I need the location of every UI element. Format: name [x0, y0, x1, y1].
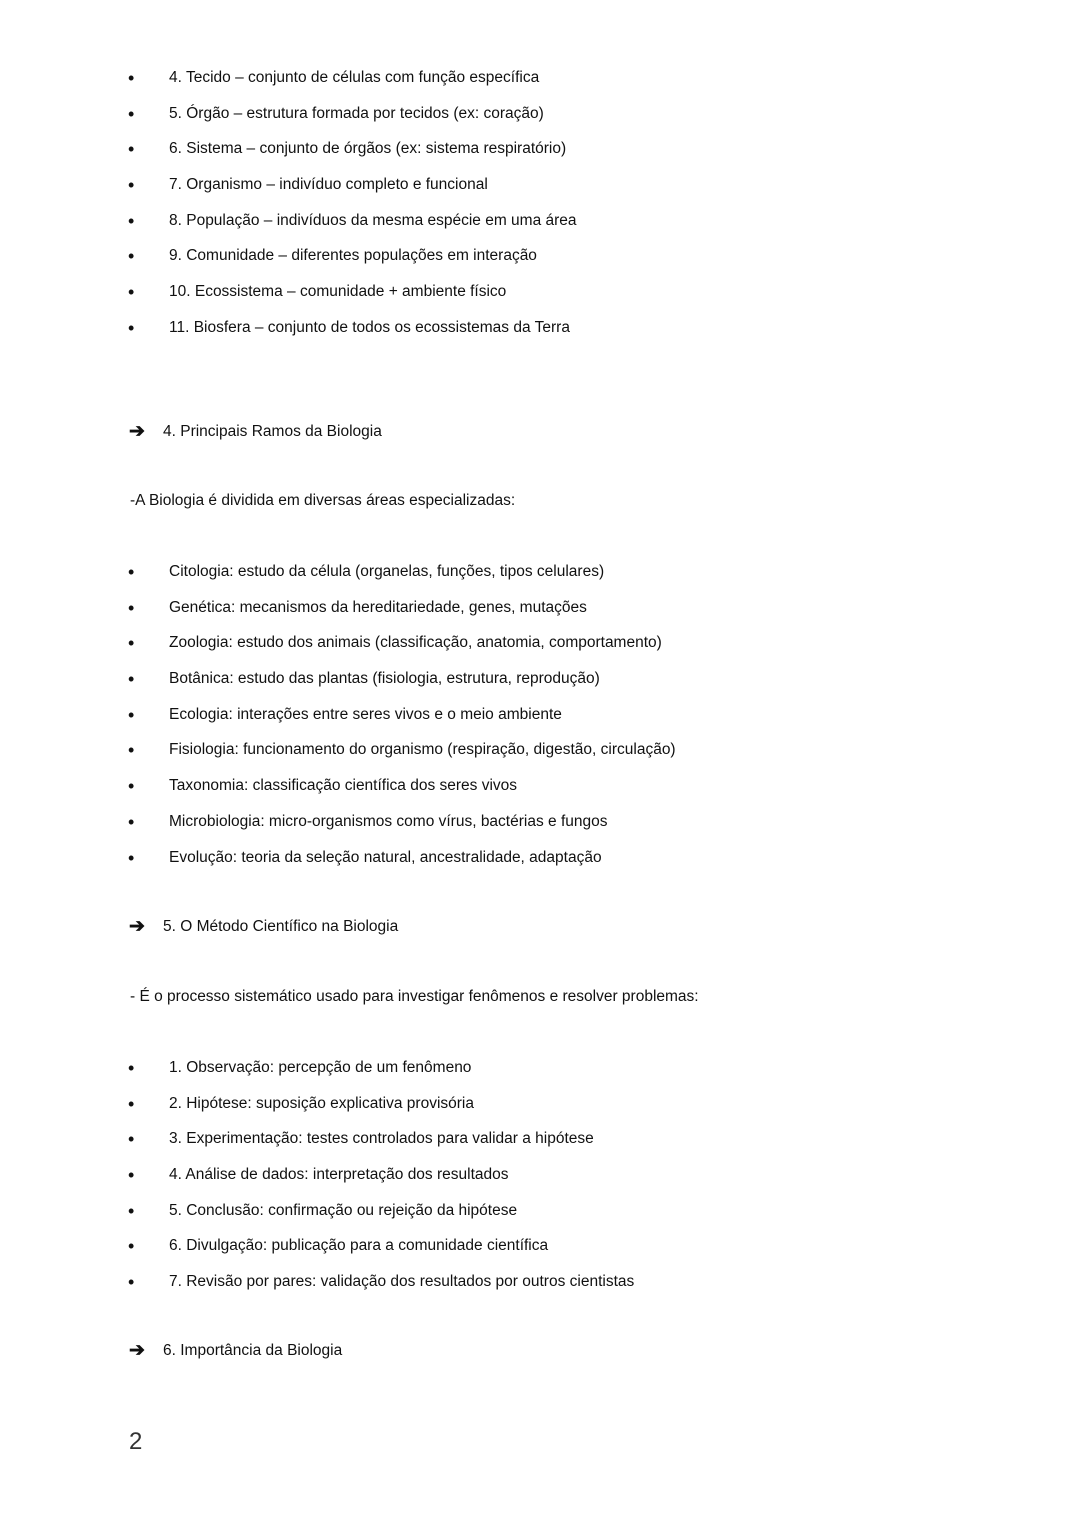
- arrow-right-icon: ➔: [129, 1340, 145, 1361]
- list-item-text: Citologia: estudo da célula (organelas, funções, tipos celulares): [169, 563, 605, 580]
- branches-list: [0, 554, 1080, 875]
- list-item-text: 11. Biosfera – conjunto de todos os ecossistemas da Terra: [169, 318, 570, 336]
- list-item: [0, 60, 1080, 96]
- section-title: 5. O Método Científico na Biologia: [163, 918, 399, 935]
- list-item-text: Microbiologia: micro-organismos como vírus, bactérias e fungos: [169, 812, 608, 830]
- list-item-text: Zoologia: estudo dos animais (classificação, anatomia, comportamento): [169, 634, 662, 652]
- bullet-icon: •: [128, 210, 135, 231]
- list-item: [0, 167, 1080, 203]
- bullet-icon: •: [128, 175, 135, 196]
- list-item-text: 1. Observação: percepção de um fenômeno: [169, 1059, 472, 1076]
- list-item: [0, 840, 1080, 876]
- list-item: [0, 590, 1080, 626]
- bullet-icon: •: [128, 562, 135, 582]
- list-item-text: 7. Revisão por pares: validação dos resultados por outros cientistas: [169, 1273, 635, 1291]
- list-item: [0, 661, 1080, 697]
- list-item: [0, 697, 1080, 733]
- arrow-right-icon: ➔: [129, 421, 145, 442]
- bullet-icon: •: [128, 1093, 135, 1114]
- bullet-icon: •: [128, 1129, 135, 1150]
- list-item-text: 5. Conclusão: confirmação ou rejeição da hipótese: [169, 1201, 518, 1219]
- bullet-icon: •: [128, 811, 135, 832]
- list-item-text: 3. Experimentação: testes controlados para validar a hipótese: [169, 1130, 594, 1148]
- list-item-text: 4. Tecido – conjunto de células com função específica: [169, 69, 540, 86]
- list-item-text: 2. Hipótese: suposição explicativa provisória: [169, 1094, 474, 1112]
- list-item: [0, 96, 1080, 132]
- list-item: [0, 274, 1080, 310]
- list-item-text: Evolução: teoria da seleção natural, ancestralidade, adaptação: [169, 848, 602, 866]
- list-item-text: 6. Divulgação: publicação para a comunidade científica: [169, 1237, 549, 1255]
- list-item-text: Taxonomia: classificação científica dos seres vivos: [169, 777, 518, 795]
- list-item-text: 10. Ecossistema – comunidade + ambiente físico: [169, 283, 507, 301]
- list-item: [0, 1228, 1080, 1264]
- list-item: [0, 1050, 1080, 1086]
- list-item-text: Ecologia: interações entre seres vivos e o meio ambiente: [169, 705, 562, 723]
- list-item: [0, 310, 1080, 346]
- section-heading: [0, 909, 1080, 945]
- bullet-icon: •: [128, 1165, 135, 1186]
- section-4-list-block: [0, 554, 1080, 875]
- bullet-icon: •: [128, 68, 135, 88]
- bullet-icon: •: [128, 139, 135, 160]
- list-item-text: 5. Órgão – estrutura formada por tecidos (ex: coração): [169, 104, 544, 122]
- bullet-icon: •: [128, 1236, 135, 1257]
- section-title: 4. Principais Ramos da Biologia: [163, 423, 382, 440]
- section-4: [0, 414, 1080, 450]
- section-heading: [0, 1333, 1080, 1369]
- list-item-text: Genética: mecanismos da hereditariedade, genes, mutações: [169, 598, 587, 616]
- method-steps-list: [0, 1050, 1080, 1300]
- list-item: [0, 732, 1080, 768]
- bullet-icon: •: [128, 633, 135, 654]
- section-5-list-block: [0, 1050, 1080, 1300]
- page-number: 2: [129, 1428, 143, 1455]
- bullet-icon: •: [128, 317, 135, 338]
- list-item-text: 7. Organismo – indivíduo completo e funcional: [169, 176, 488, 194]
- section-4-intro: -A Biologia é dividida em diversas áreas especializadas:: [130, 492, 516, 509]
- bullet-icon: •: [128, 669, 135, 690]
- list-item-text: Botânica: estudo das plantas (fisiologia, estrutura, reprodução): [169, 670, 600, 688]
- bullet-icon: •: [128, 1272, 135, 1293]
- list-item: [0, 238, 1080, 274]
- list-item: [0, 804, 1080, 840]
- list-item: [0, 1193, 1080, 1229]
- section-5-intro: - É o processo sistemático usado para investigar fenômenos e resolver problemas:: [130, 988, 699, 1005]
- list-item: [0, 131, 1080, 167]
- list-item: [0, 768, 1080, 804]
- section-title: 6. Importância da Biologia: [163, 1342, 343, 1359]
- levels-list: [0, 60, 1080, 346]
- section-heading: [0, 414, 1080, 450]
- bullet-icon: •: [128, 282, 135, 303]
- list-item: [0, 1264, 1080, 1300]
- list-item: [0, 203, 1080, 239]
- bullet-icon: •: [128, 776, 135, 797]
- list-item-text: Fisiologia: funcionamento do organismo (respiração, digestão, circulação): [169, 741, 676, 759]
- bullet-icon: •: [128, 103, 135, 124]
- bullet-icon: •: [128, 1200, 135, 1221]
- list-item: [0, 625, 1080, 661]
- levels-list-block: [0, 60, 1080, 346]
- list-item-text: 8. População – indivíduos da mesma espécie em uma área: [169, 211, 577, 229]
- bullet-icon: •: [128, 597, 135, 618]
- list-item-text: 4. Análise de dados: interpretação dos resultados: [169, 1166, 509, 1184]
- list-item-text: 6. Sistema – conjunto de órgãos (ex: sistema respiratório): [169, 140, 567, 158]
- list-item: [0, 1121, 1080, 1157]
- list-item: [0, 554, 1080, 590]
- list-item: [0, 1086, 1080, 1122]
- bullet-icon: •: [128, 1058, 135, 1078]
- bullet-icon: •: [128, 246, 135, 267]
- bullet-icon: •: [128, 740, 135, 761]
- arrow-right-icon: ➔: [129, 916, 145, 937]
- section-6: [0, 1333, 1080, 1369]
- section-5: [0, 909, 1080, 945]
- list-item-text: 9. Comunidade – diferentes populações em interação: [169, 247, 537, 265]
- bullet-icon: •: [128, 847, 135, 868]
- list-item: [0, 1157, 1080, 1193]
- bullet-icon: •: [128, 704, 135, 725]
